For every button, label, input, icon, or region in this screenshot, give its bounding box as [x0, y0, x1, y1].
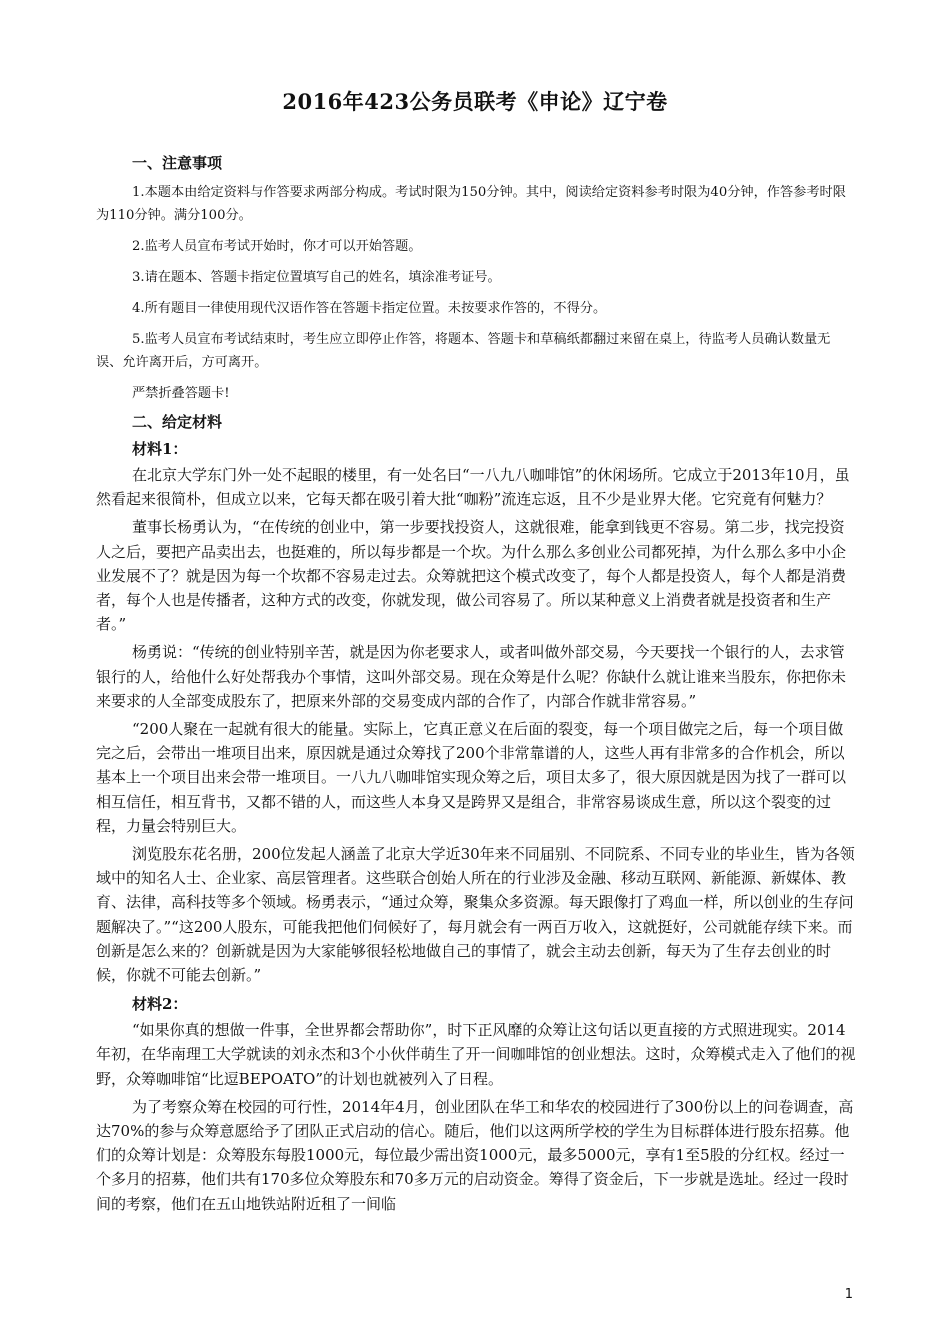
paragraph: 为了考察众筹在校园的可行性，2014年4月，创业团队在华工和华农的校园进行了300份以上的问卷调查，高达70%的参与众筹意愿给予了团队正式启动的信心。随后，他们以这两所学校的学生为目标群体进行股东招募。他们的众筹计划是：众筹股东每股1000元，每位最少需出资1000元，最多5000元，享有1至5股的分红权。经过一个多月的招募，他们共有170多位众筹股东和70多万元的启动资金。筹得了资金后，下一步就是选址。经过一段时间的考察，他们在五山地铁站附近租了一间临 — [96, 1097, 854, 1213]
note-item: 2.监考人员宣布考试开始时，你才可以开始答题。 — [132, 239, 422, 254]
material-1 — [96, 463, 856, 987]
note-item: 3.请在题本、答题卡指定位置填写自己的姓名，填涂准考证号。 — [132, 270, 501, 285]
page-number: 1 — [844, 1287, 853, 1302]
document-body — [96, 152, 856, 1216]
material-2 — [96, 1018, 856, 1216]
note-item: 1.本题本由给定资料与作答要求两部分构成。考试时限为150分钟。其中，阅读给定资料参考时限为40分钟，作答参考时限为110分钟。满分100分。 — [96, 185, 846, 223]
paragraph: 浏览股东花名册，200位发起人涵盖了北京大学近30年来不同届别、不同院系、不同专业的毕业生，皆为各领域中的知名人士、企业家、高层管理者。这些联合创始人所在的行业涉及金融、移动互联网、新能源、新媒体、教育、法律，高科技等多个领域。杨勇表示，“通过众筹，聚集众多资源。每天跟像打了鸡血一样，所以创业的生存问题解决了。”“这200人股东，可能我把他们伺候好了，每月就会有一两百万收入，这就挺好，公司就能存续下来。而创新是怎么来的？创新就是因为大家能够很轻松地做自己的事情了，就会主动去创新，每天为了生存去创业的时候，你就不可能去创新。” — [96, 845, 855, 985]
note-warning: 严禁折叠答题卡! — [132, 386, 230, 401]
document-title: 2016年423公务员联考《申论》辽宁卷 — [282, 89, 668, 114]
paragraph: “如果你真的想做一件事，全世界都会帮助你”，时下正风靡的众筹让这句话以更直接的方式照进现实。2014年初，在华南理工大学就读的刘永杰和3个小伙伴萌生了开一间咖啡馆的创业想法。这时，众筹模式走入了他们的视野，众筹咖啡馆“比逗BEPOATO”的计划也就被列入了日程。 — [96, 1021, 856, 1088]
material-2-label: 材料2： — [132, 995, 188, 1014]
paragraph: 董事长杨勇认为，“在传统的创业中，第一步要找投资人，这就很难，能拿到钱更不容易。第二步，找完投资人之后，要把产品卖出去，也挺难的，所以每步都是一个坎。为什么那么多创业公司都死掉，为什么那么多中小企业发展不了？就是因为每一个坎都不容易走过去。众筹就把这个模式改变了，每个人都是投资人，每个人都是消费者，每个人也是传播者，这种方式的改变，你就发现，做公司容易了。所以某种意义上消费者就是投资者和生产者。” — [96, 518, 847, 634]
section-heading-notes: 一、注意事项 — [132, 154, 223, 172]
section-heading-materials: 二、给定材料 — [132, 413, 223, 431]
paragraph: “200人聚在一起就有很大的能量。实际上，它真正意义在后面的裂变，每一个项目做完之后，每一个项目做完之后，会带出一堆项目出来，原因就是通过众筹找了200个非常靠谱的人，这些人再有非常多的合作机会，所以基本上一个项目出来会带一堆项目。一八九八咖啡馆实现众筹之后，项目太多了，很大原因就是因为找了一群可以相互信任，相互背书，又都不错的人，而这些人本身又是跨界又是组合，非常容易谈成生意，所以这个裂变的过程，力量会特别巨大。 — [96, 720, 847, 835]
paragraph: 杨勇说：“传统的创业特别辛苦，就是因为你老要求人，或者叫做外部交易，今天要找一个银行的人，去求管银行的人，给他什么好处帮我办个事情，这叫外部交易。现在众筹是什么呢？你缺什么就让谁来当股东，你把你未来要求的人全部变成股东了，把原来外部的交易变成内部的合作了，内部合作就非常容易。” — [96, 643, 847, 710]
note-item: 4.所有题目一律使用现代汉语作答在答题卡指定位置。未按要求作答的，不得分。 — [132, 301, 607, 316]
note-item: 5.监考人员宣布考试结束时，考生应立即停止作答，将题本、答题卡和草稿纸都翻过来留在桌上，待监考人员确认数量无误、允许离开后，方可离开。 — [96, 332, 831, 370]
notes-list — [96, 181, 856, 405]
paragraph: 在北京大学东门外一处不起眼的楼里，有一处名曰“一八九八咖啡馆”的休闲场所。它成立于2013年10月，虽然看起来很简朴，但成立以来，它每天都在吸引着大批“咖粉”流连忘返，且不少是业界大佬。它究竟有何魅力？ — [96, 466, 850, 509]
material-1-label: 材料1： — [132, 440, 188, 458]
